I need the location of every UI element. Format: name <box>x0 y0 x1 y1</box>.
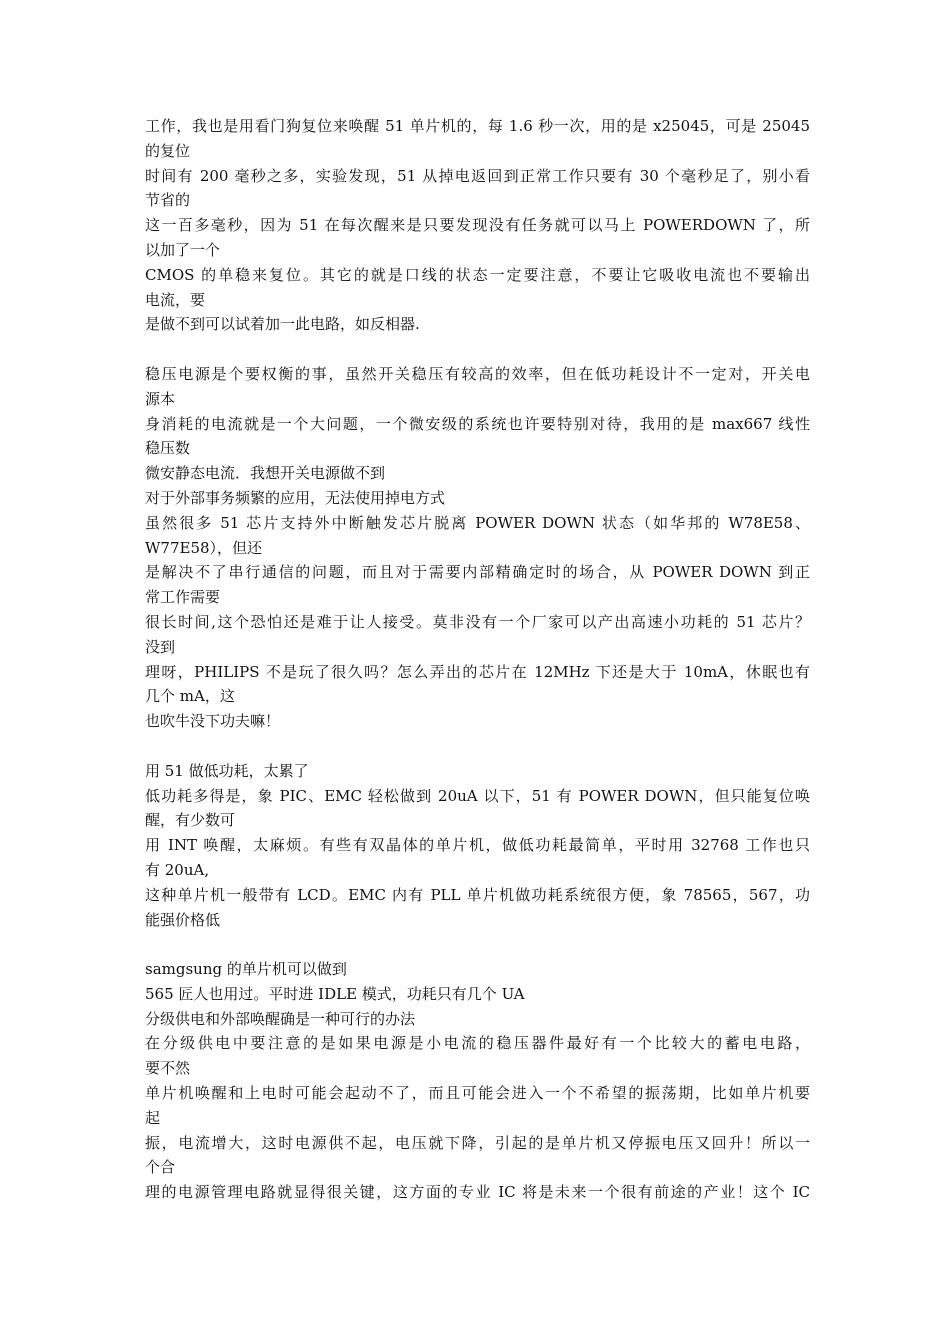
text-line: 身消耗的电流就是一个大问题，一个微安级的系统也许要特别对待，我用的是 max667 线性 <box>145 414 810 433</box>
text-line: 稳压数 <box>145 439 191 458</box>
text-line: 以加了一个 <box>145 240 221 259</box>
text-line: 醒，有少数可 <box>145 811 236 830</box>
text-line: 要不然 <box>145 1059 191 1078</box>
text-line: 这种单片机一般带有 LCD。EMC 内有 PLL 单片机做功耗系统很方便，象 78565，567，功 <box>145 885 810 904</box>
blank-line <box>145 337 810 362</box>
text-line: 电流，要 <box>145 290 206 309</box>
text-line: 没到 <box>145 637 176 656</box>
text-line: 能强价格低 <box>145 910 221 929</box>
text-line: 振，电流增大，这时电源供不起，电压就下降，引起的是单片机又停振电压又回升！所以一 <box>145 1133 810 1152</box>
text-line: 用 51 做低功耗，太累了 <box>145 761 309 780</box>
text-line: 理呀，PHILIPS 不是玩了很久吗？怎么弄出的芯片在 12MHz 下还是大于 10mA，休眠也有 <box>145 662 810 681</box>
document-body <box>145 114 810 1205</box>
text-line: 节省的 <box>145 191 191 210</box>
text-line: 565 匠人也用过。平时进 IDLE 模式，功耗只有几个 UA <box>145 984 525 1003</box>
text-line: 是解决不了串行通信的问题，而且对于需要内部精确定时的场合，从 POWER DOWN 到正 <box>145 563 810 582</box>
text-line: 在分级供电中要注意的是如果电源是小电流的稳压器件最好有一个比较大的蓄电电路， <box>145 1034 810 1053</box>
text-line: 单片机唤醒和上电时可能会起动不了，而且可能会进入一个不希望的振荡期，比如单片机要 <box>145 1084 810 1103</box>
text-line: 的复位 <box>145 141 191 160</box>
text-line: 虽然很多 51 芯片支持外中断触发芯片脱离 POWER DOWN 状态（如华邦的 W78E58、 <box>145 513 810 532</box>
blank-line <box>145 734 810 759</box>
text-line: 有 20uA, <box>145 860 210 879</box>
text-line: samgsung 的单片机可以做到 <box>145 960 347 979</box>
text-line: 几个 mA，这 <box>145 687 235 706</box>
text-line: 也吹牛没下功夫嘛！ <box>145 712 281 731</box>
text-line: 个合 <box>145 1158 176 1177</box>
text-line: 微安静态电流．我想开关电源做不到 <box>145 464 386 483</box>
text-line: 很长时间,这个恐怕还是难于让人接受。莫非没有一个厂家可以产出高速小功耗的 51 芯片？ <box>145 612 810 631</box>
text-line: 常工作需要 <box>145 588 221 607</box>
text-line: W77E58），但还 <box>145 538 263 557</box>
text-line: 对于外部事务频繁的应用，无法使用掉电方式 <box>145 488 446 507</box>
text-line: 是做不到可以试着加一此电路，如反相器. <box>145 315 420 334</box>
text-line: 工作，我也是用看门狗复位来唤醒 51 单片机的，每 1.6 秒一次，用的是 x25045，可是 25045 <box>145 117 810 135</box>
text-line: 这一百多毫秒，因为 51 在每次醒来是只要发现没有任务就可以马上 POWERDOWN 了，所 <box>145 216 810 235</box>
text-line: 起 <box>145 1108 161 1127</box>
blank-line <box>145 932 810 957</box>
text-line: 时间有 200 毫秒之多，实验发现，51 从掉电返回到正常工作只要有 30 个毫秒足了，别小看 <box>145 166 810 185</box>
text-line: 源本 <box>145 389 176 408</box>
text-line: 分级供电和外部唤醒确是一种可行的办法 <box>145 1009 416 1028</box>
text-line: 低功耗多得是，象 PIC、EMC 轻松做到 20uA 以下，51 有 POWER DOWN，但只能复位唤 <box>145 786 810 805</box>
text-line: 用 INT 唤醒，太麻烦。有些有双晶体的单片机，做低功耗最简单，平时用 32768 工作也只 <box>145 836 810 855</box>
text-line: 理的电源管理电路就显得很关键，这方面的专业 IC 将是未来一个很有前途的产业！这个 IC <box>145 1183 810 1202</box>
text-line: 稳压电源是个要权衡的事，虽然开关稳压有较高的效率，但在低功耗设计不一定对，开关电 <box>145 364 810 383</box>
text-line: CMOS 的单稳来复位。其它的就是口线的状态一定要注意，不要让它吸收电流也不要输出 <box>145 265 810 284</box>
